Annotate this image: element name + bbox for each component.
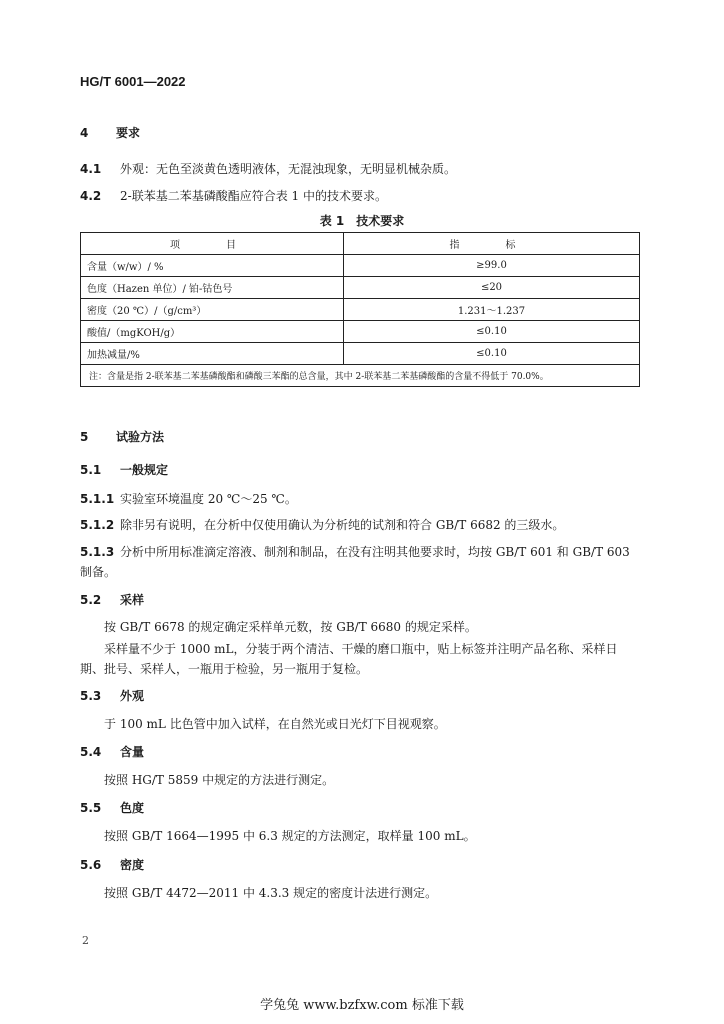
subsection-heading-5-6 (80, 856, 144, 873)
subsection-number: 5.6 (80, 858, 102, 872)
paragraph-5-5: 按照 GB/T 1664—1995 中 6.3 规定的方法测定，取样量 100 mL。 (104, 829, 476, 843)
clause-5-1-2 (80, 516, 564, 533)
column-header-value: 指 标 (344, 233, 640, 255)
document-code: HG/T 6001—2022 (80, 74, 186, 89)
section-heading-5 (80, 428, 164, 445)
subsection-title: 密度 (120, 858, 145, 872)
subsection-number: 5.3 (80, 689, 102, 703)
row-item: 酸值/（mgKOH/g） (81, 321, 344, 343)
clause-number: 5.1.3 (80, 545, 115, 559)
clause-4-2 (80, 187, 387, 204)
paragraph-5-2-2: 采样量不少于 1000 mL，分装于两个清洁、干燥的磨口瓶中，贴上标签并注明产品名称、采样日 (104, 642, 618, 656)
row-value: ≥99.0 (344, 255, 640, 277)
paragraph-5-2-2-continued: 期、批号、采样人，一瓶用于检验，另一瓶用于复检。 (80, 662, 369, 676)
row-value: ≤0.10 (344, 343, 640, 365)
section-title: 要求 (116, 126, 141, 140)
subsection-title: 色度 (120, 801, 145, 815)
clause-number: 5.1.2 (80, 518, 115, 532)
clause-number: 4.1 (80, 162, 102, 176)
row-item: 色度（Hazen 单位）/ 铂-钴色号 (81, 277, 344, 299)
subsection-title: 含量 (120, 745, 145, 759)
clause-5-1-1 (80, 490, 297, 507)
table-row (81, 299, 640, 321)
subsection-heading-5-1 (80, 461, 168, 478)
paragraph-5-6: 按照 GB/T 4472—2011 中 4.3.3 规定的密度计法进行测定。 (104, 886, 438, 900)
subsection-number: 5.1 (80, 463, 102, 477)
row-value: 1.231～1.237 (344, 299, 640, 321)
subsection-number: 5.4 (80, 745, 102, 759)
table-header-row (81, 233, 640, 255)
table-note-row (81, 365, 640, 387)
clause-text: 实验室环境温度 20 ℃～25 ℃。 (120, 492, 297, 506)
row-value: ≤0.10 (344, 321, 640, 343)
clause-text: 2-联苯基二苯基磷酸酯应符合表 1 中的技术要求。 (120, 189, 387, 203)
subsection-heading-5-4 (80, 743, 144, 760)
section-number: 4 (80, 126, 89, 140)
clause-5-1-3-continued: 制备。 (80, 565, 117, 579)
row-value: ≤20 (344, 277, 640, 299)
row-item: 密度（20 ℃）/（g/cm³） (81, 299, 344, 321)
subsection-heading-5-5 (80, 799, 144, 816)
subsection-number: 5.2 (80, 593, 102, 607)
clause-5-1-3 (80, 543, 630, 560)
technical-requirements-table (80, 232, 640, 387)
clause-number: 5.1.1 (80, 492, 115, 506)
table-row (81, 343, 640, 365)
table-title: 表 1 技术要求 (319, 214, 405, 228)
table-row (81, 255, 640, 277)
paragraph-5-4: 按照 HG/T 5859 中规定的方法进行测定。 (104, 773, 335, 787)
footer-watermark: 学兔兔 www.bzfxw.com 标准下载 (260, 998, 464, 1013)
subsection-title: 一般规定 (120, 463, 169, 477)
subsection-number: 5.5 (80, 801, 102, 815)
table-note: 注：含量是指 2-联苯基二苯基磷酸酯和磷酸三苯酯的总含量，其中 2-联苯基二苯基磷酸酯的含量不得低于 70.0%。 (81, 365, 640, 387)
table-row (81, 321, 640, 343)
clause-text: 除非另有说明，在分析中仅使用确认为分析纯的试剂和符合 GB/T 6682 的三级水。 (120, 518, 565, 532)
subsection-heading-5-2 (80, 591, 144, 608)
clause-4-1 (80, 160, 456, 177)
row-item: 含量（w/w）/ % (81, 255, 344, 277)
clause-number: 4.2 (80, 189, 102, 203)
page-number: 2 (82, 934, 89, 947)
section-number: 5 (80, 430, 89, 444)
section-title: 试验方法 (116, 430, 165, 444)
clause-text: 分析中所用标准滴定溶液、制剂和制品，在没有注明其他要求时，均按 GB/T 601 和 GB/T 603 (120, 545, 630, 559)
clause-text: 外观：无色至淡黄色透明液体，无混浊现象，无明显机械杂质。 (120, 162, 457, 176)
subsection-title: 外观 (120, 689, 145, 703)
paragraph-5-3: 于 100 mL 比色管中加入试样，在自然光或日光灯下目视观察。 (104, 717, 446, 731)
paragraph-5-2-1: 按 GB/T 6678 的规定确定采样单元数，按 GB/T 6680 的规定采样。 (104, 620, 477, 634)
column-header-item: 项 目 (81, 233, 344, 255)
table-row (81, 277, 640, 299)
subsection-title: 采样 (120, 593, 145, 607)
row-item: 加热减量/% (81, 343, 344, 365)
subsection-heading-5-3 (80, 687, 144, 704)
section-heading-4 (80, 124, 140, 141)
